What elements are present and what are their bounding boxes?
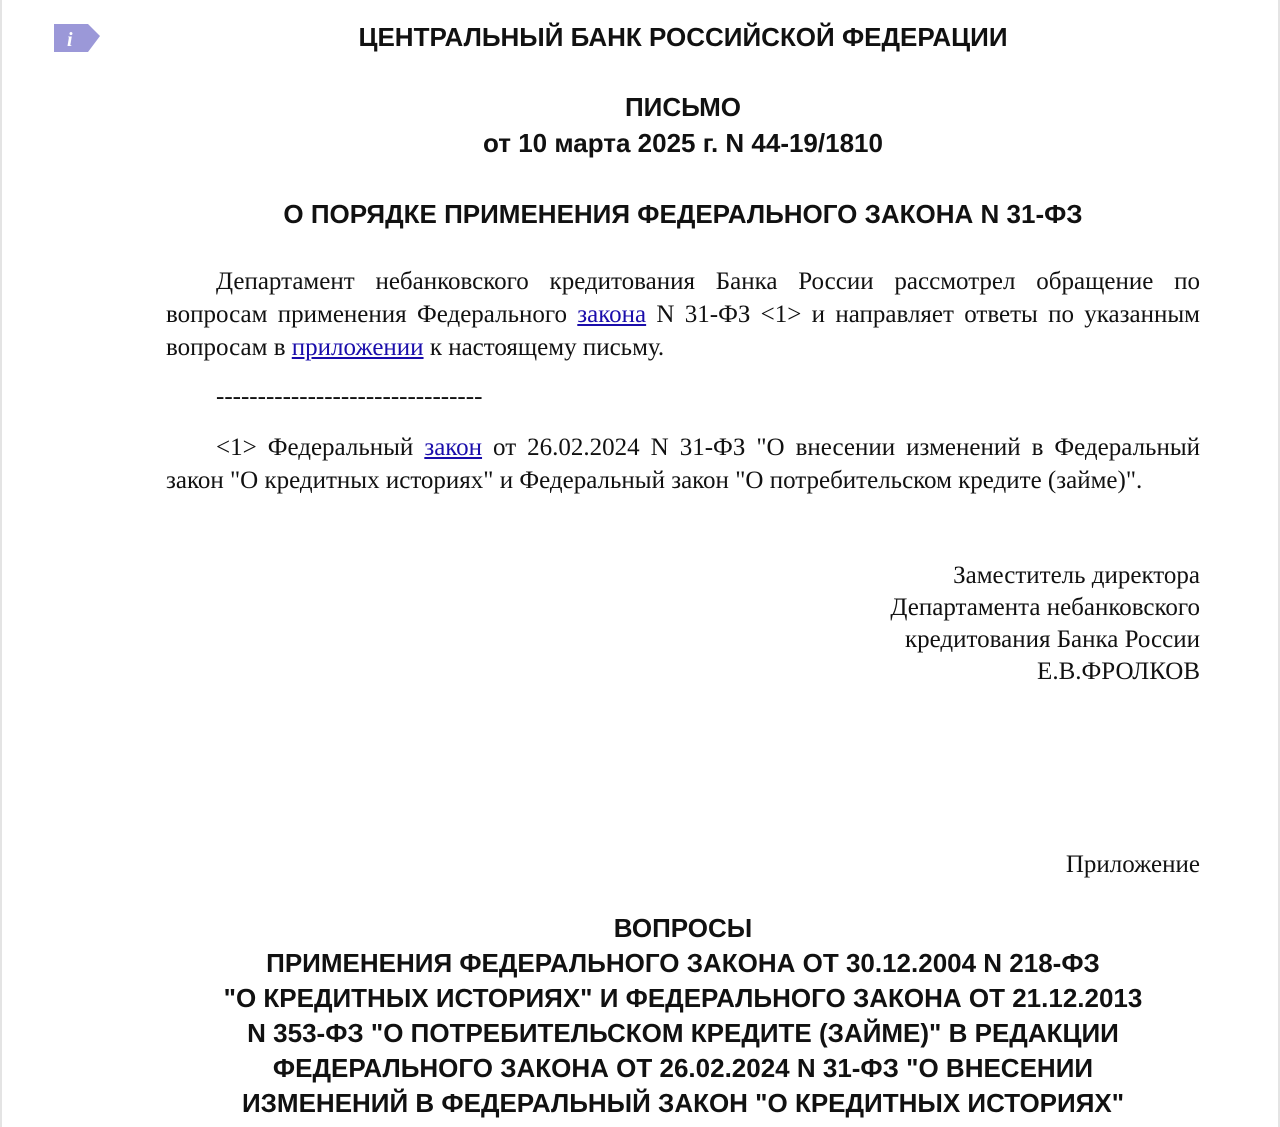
paragraph-text-1: Департамент небанковского кредитования Банка России рассмотрел обращение по вопросам применения Федерального [166, 268, 1200, 328]
footnote [166, 431, 1200, 497]
doc-type: ПИСЬМО [624, 92, 742, 122]
appendix-label: Приложение [1065, 851, 1200, 878]
doc-date-number: от 10 марта 2025 г. N 44-19/1810 [483, 128, 883, 158]
questions-title [0, 911, 1280, 1121]
appendix-link[interactable]: приложении [291, 334, 424, 361]
signature-name: Е.В.ФРОЛКОВ [1037, 658, 1200, 685]
questions-title-line: N 353-ФЗ "О ПОТРЕБИТЕЛЬСКОМ КРЕДИТЕ (ЗАЙМЕ)" В РЕДАКЦИИ [247, 1018, 1119, 1048]
signature-line-2: Департамента небанковского [890, 594, 1200, 621]
questions-title-line: ПРИМЕНЕНИЯ ФЕДЕРАЛЬНОГО ЗАКОНА ОТ 30.12.2004 N 218-ФЗ [266, 948, 1100, 978]
questions-title-line: ИЗМЕНЕНИЙ В ФЕДЕРАЛЬНЫЙ ЗАКОН "О КРЕДИТНЫХ ИСТОРИЯХ" [241, 1088, 1125, 1118]
law-link[interactable]: закона [577, 301, 647, 328]
main-paragraph [166, 265, 1200, 364]
questions-title-line: ФЕДЕРАЛЬНОГО ЗАКОНА ОТ 26.02.2024 N 31-ФЗ "О ВНЕСЕНИИ [272, 1053, 1094, 1083]
footnote-text-1: <1> Федеральный [216, 434, 425, 461]
signature-block [890, 560, 1200, 688]
footnote-text-2: от 26.02.2024 N 31-ФЗ "О внесении изменений в Федеральный закон "О кредитных историях" и Федеральный закон "О потребительском кредите (займе)". [166, 434, 1200, 494]
info-glyph: i [67, 29, 73, 51]
questions-title-line: "О КРЕДИТНЫХ ИСТОРИЯХ" И ФЕДЕРАЛЬНОГО ЗАКОНА ОТ 21.12.2013 [223, 983, 1143, 1013]
paragraph-text-2: N 31-ФЗ <1> и направляет ответы по указанным вопросам в [166, 301, 1200, 361]
footnote-separator: -------------------------------- [216, 383, 483, 410]
signature-line-3: кредитования Банка России [905, 626, 1200, 653]
questions-title-line: ВОПРОСЫ [613, 913, 753, 943]
paragraph-text-3: к настоящему письму. [423, 334, 665, 361]
doc-subject: О ПОРЯДКЕ ПРИМЕНЕНИЯ ФЕДЕРАЛЬНОГО ЗАКОНА N 31-ФЗ [283, 199, 1083, 229]
signature-line-1: Заместитель директора [953, 562, 1200, 589]
bank-title: ЦЕНТРАЛЬНЫЙ БАНК РОССИЙСКОЙ ФЕДЕРАЦИИ [358, 22, 1008, 52]
footnote-law-link[interactable]: закон [424, 434, 483, 461]
